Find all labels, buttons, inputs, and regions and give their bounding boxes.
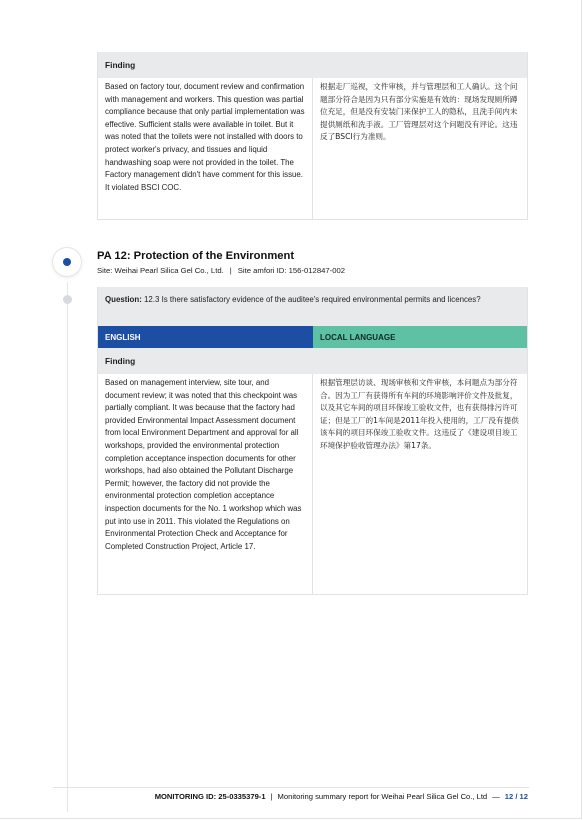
section-subtitle <box>97 266 345 275</box>
local-language-column-header: LOCAL LANGUAGE <box>313 326 527 348</box>
finding-header: Finding <box>98 348 527 374</box>
footer-description: Monitoring summary report for Weihai Pearl Silica Gel Co., Ltd <box>277 792 488 801</box>
footer-dash: — <box>492 792 500 801</box>
finding-header: Finding <box>98 52 527 78</box>
question-block <box>98 287 527 326</box>
question-text: 12.3 Is there satisfactory evidence of the auditee's required environmental permits and licences? <box>144 295 481 304</box>
timeline-dot-icon <box>63 295 72 304</box>
timeline-line <box>67 282 68 812</box>
footer-monitoring-id: MONITORING ID: 25-0335379-1 <box>154 792 266 801</box>
site-name: Site: Weihai Pearl Silica Gel Co., Ltd. <box>97 266 224 275</box>
finding-english-text: Based on factory tour, document review and confirmation with management and workers. This question was partial compliance because that only partial implementation was effective. Sufficient stalls were available in toilet. But it was noted that the toilets were not installed with doors to protect worker's privacy, and tissues and liquid handwashing soap were not provided in the toilet. The Factory management didn't have comment for this issue. It violated BSCI COC. <box>98 78 313 219</box>
finding-local-text: 根据管理层访谈、现场审核和文件审核，本问题点为部分符合。因为工厂有获得所有车间的环境影响评价文件及批复，以及其它车间的项目环保竣工验收文件，也有获得排污许可证；但是工厂的1车间是2011年投入使用的，工厂没有提供该车间的项目环保竣工验收文件。这违反了《建设项目竣工环境保护验收管理办法》第17条。 <box>320 378 519 450</box>
site-amfori-id: Site amfori ID: 156-012847-002 <box>237 266 346 275</box>
subtitle-separator: | <box>229 266 232 275</box>
finding-row <box>98 78 527 219</box>
question-label: Question: <box>105 295 142 304</box>
language-header-row <box>98 326 527 348</box>
finding-row <box>98 374 527 594</box>
footer-separator: | <box>270 792 273 801</box>
section-marker-icon <box>53 248 81 276</box>
page-footer <box>155 792 528 801</box>
english-column-header: ENGLISH <box>98 326 313 348</box>
finding-local-text: 根据走厂巡视，文件审核，并与管理层和工人确认。这个问题部分符合是因为只有部分实施是有效的：现场发现厕所蹲位充足，但是没有安装门来保护工人的隐私，且洗手间内未提供厕纸和洗手液。工厂管理层对这个问题没有评论。这违反了BSCI行为准则。 <box>320 82 518 142</box>
finding-table-continued <box>97 52 528 220</box>
question-table <box>97 287 528 595</box>
section-title: PA 12: Protection of the Environment <box>97 250 295 262</box>
finding-english-text: Based on management interview, site tour, and document review; it was noted that this checkpoint was partially compliant. It was because that the factory had provided Environmental Impact Assessment document from local Environment Department and approval for all workshops, provided the environmental protection completion acceptance inspection documents for other workshops, had also obtained the Pollutant Discharge Permit; however, the factory did not provide the environmental protection completion acceptance inspection documents for the No. 1 workshop which was put into use in 2011. This violated the Regulations on Environmental Protection Check and Acceptance for Completed Construction Project, Article 17. <box>98 374 313 594</box>
footer-rule <box>53 787 529 788</box>
footer-page-number: 12 / 12 <box>504 792 528 801</box>
section-marker-dot <box>63 258 71 266</box>
